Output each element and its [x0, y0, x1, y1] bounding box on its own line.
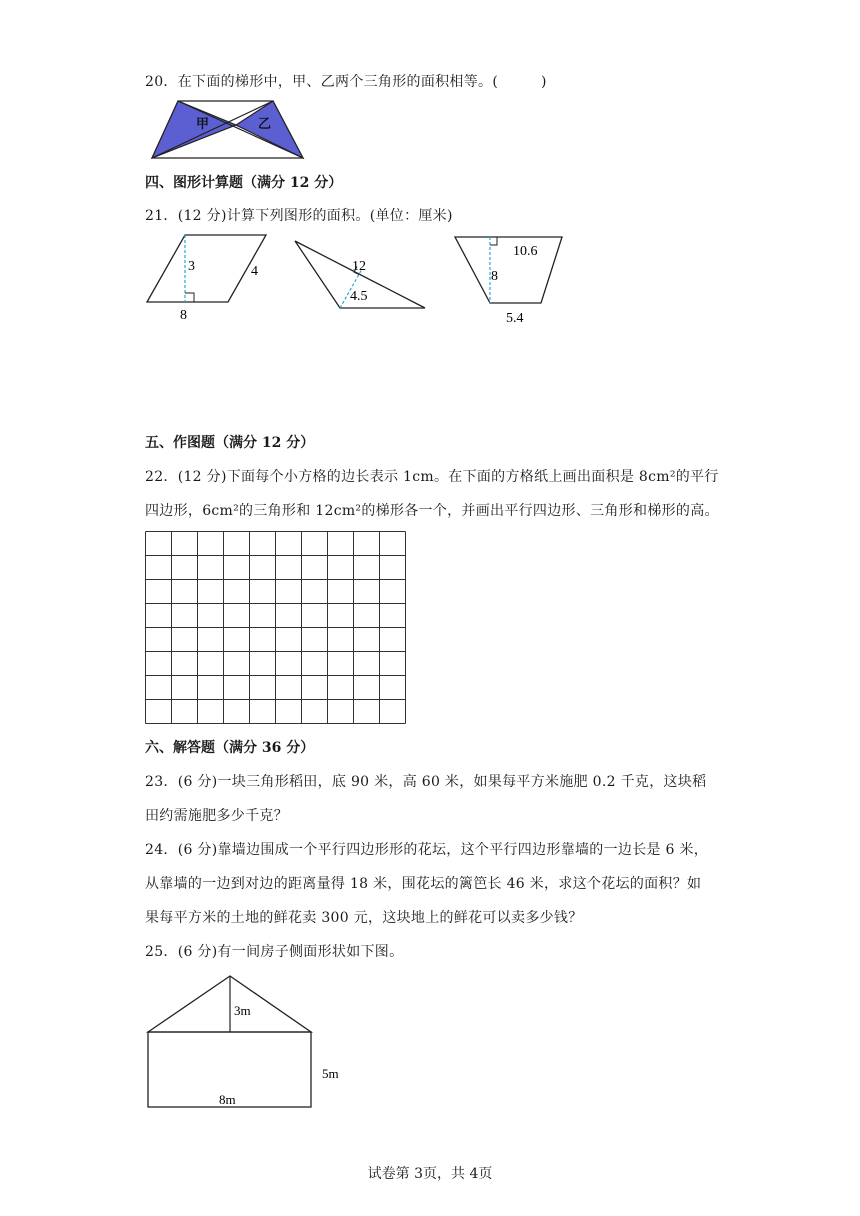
q21-trapezoid-figure — [450, 230, 580, 325]
page-footer: 试卷第 3页，共 4页 — [367, 1166, 493, 1182]
q25-text: 25．(6 分)有一间房子侧面形状如下图。 — [145, 944, 404, 960]
q20-text: 20．在下面的梯形中，甲、乙两个三角形的面积相等。( ) — [145, 74, 547, 90]
width-label: 8m — [219, 1092, 236, 1107]
triangle-height-label: 4.5 — [350, 289, 368, 304]
parallelogram-height-label: 3 — [188, 259, 195, 274]
right-angle-mark — [185, 293, 194, 302]
q23-line2: 田约需施肥多少千克？ — [145, 808, 288, 824]
q24-line3: 果每平方米的土地的鲜花卖 300 元，这块地上的鲜花可以卖多少钱？ — [145, 910, 583, 926]
q24-line2: 从靠墙的一边到对边的距离量得 18 米，围花坛的篱笆长 46 米，求这个花坛的面积？如 — [145, 876, 702, 892]
q21-text: 21．(12 分)计算下列图形的面积。(单位：厘米) — [145, 208, 453, 224]
label-jia: 甲 — [196, 116, 210, 131]
label-yi: 乙 — [258, 116, 272, 131]
trapezoid-right-angle-mark — [490, 237, 497, 245]
q21-triangle-figure — [290, 236, 435, 316]
trapezoid-top-label: 10.6 — [513, 244, 538, 259]
section6-title: 六、解答题（满分 36 分） — [145, 740, 315, 756]
q21-parallelogram-figure — [140, 230, 280, 325]
q24-line1: 24．(6 分)靠墙边围成一个平行四边形形的花坛，这个平行四边形靠墙的一边长是 6 米， — [145, 842, 709, 858]
trapezoid-bottom-label: 5.4 — [506, 311, 524, 326]
q23-line1: 23．(6 分)一块三角形稻田，底 90 米，高 60 米，如果每平方米施肥 0.2 千克，这块稻 — [145, 774, 707, 790]
q25-house-figure — [146, 973, 361, 1113]
trapezoid-height-label: 8 — [491, 269, 498, 284]
triangle-base-label: 12 — [352, 259, 366, 274]
triangle-jia — [152, 101, 236, 158]
q22-line2: 四边形，6cm²的三角形和 12cm²的梯形各一个，并画出平行四边形、三角形和梯形的高。 — [145, 503, 719, 519]
parallelogram-outline — [147, 235, 266, 302]
section4-title: 四、图形计算题（满分 12 分） — [145, 175, 343, 191]
section5-title: 五、作图题（满分 12 分） — [145, 435, 315, 451]
q20-trapezoid-figure — [148, 98, 308, 162]
parallelogram-base-label: 8 — [180, 308, 187, 323]
parallelogram-side-label: 4 — [251, 264, 258, 279]
wall-height-label: 5m — [322, 1066, 339, 1081]
trapezoid-outline-2 — [455, 237, 562, 303]
q22-line1: 22．(12 分)下面每个小方格的边长表示 1cm。在下面的方格纸上画出面积是 8cm²的平行 — [145, 469, 719, 485]
q22-grid-paper[interactable] — [145, 531, 409, 726]
roof-height-label: 3m — [234, 1003, 251, 1018]
